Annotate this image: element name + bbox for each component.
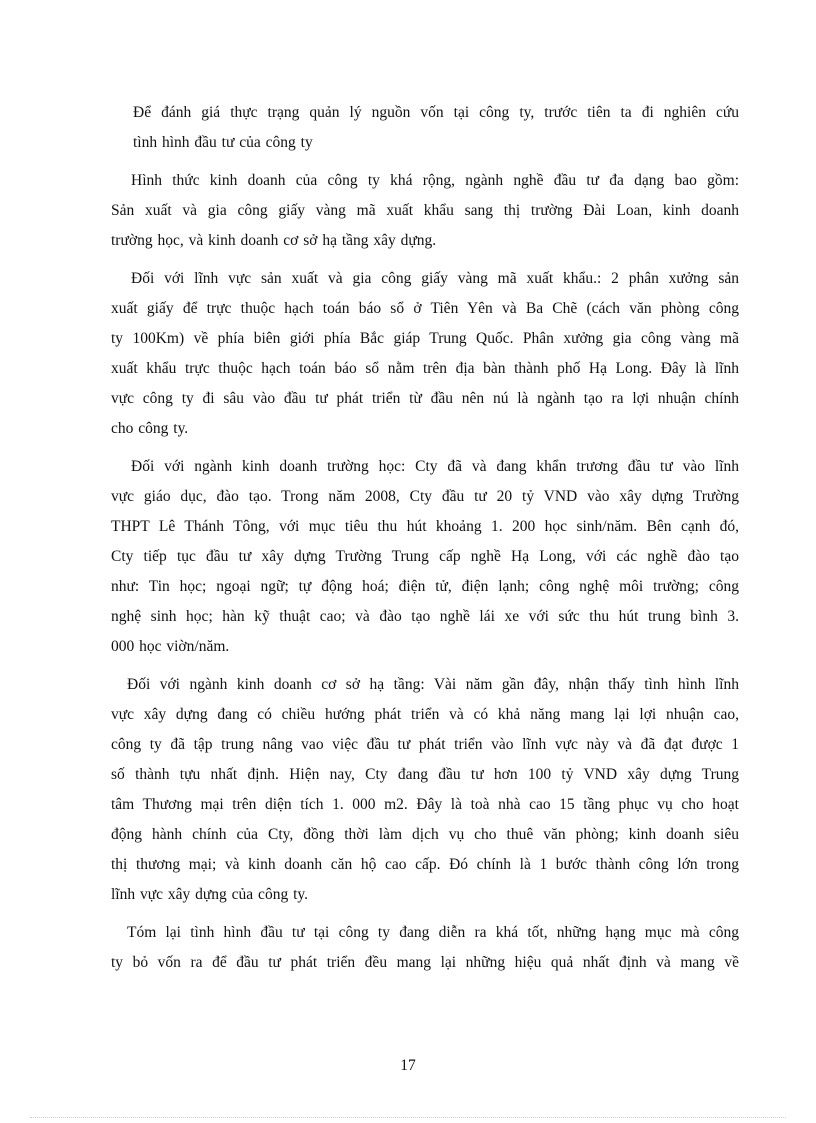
text-line: xuất giấy để trực thuộc hạch toán báo sổ ở Tiên Yên và Ba Chẽ (cách văn phòng công bbox=[111, 300, 739, 317]
text-line: vực công ty đi sâu vào đầu tư phát triển từ đầu nên nú là ngành tạo ra lợi nhuận chính bbox=[111, 390, 739, 407]
text-line: công ty đã tập trung nâng vao việc đầu tư phát triển vào lĩnh vực này và đã đạt được 1 bbox=[111, 736, 739, 753]
text-line: Để đánh giá thực trạng quản lý nguồn vốn tại công ty, trước tiên ta đi nghiên cứu bbox=[133, 104, 739, 121]
text-line: Tóm lại tình hình đầu tư tại công ty đang diễn ra khá tốt, những hạng mục mà công bbox=[127, 924, 739, 941]
paragraph-business-forms bbox=[111, 166, 739, 256]
text-line: ty 100Km) về phía biên giới phía Bắc giáp Trung Quốc. Phân xưởng gia công vàng mã bbox=[111, 330, 739, 347]
text-line: Đối với ngành kinh doanh cơ sở hạ tầng: Vài năm gần đây, nhận thấy tình hình lĩnh bbox=[127, 676, 739, 693]
paragraph-summary bbox=[111, 918, 739, 978]
text-line: tâm Thương mại trên diện tích 1. 000 m2. Đây là toà nhà cao 15 tầng phục vụ cho hoạt bbox=[111, 796, 739, 813]
text-line: trường học, và kinh doanh cơ sở hạ tầng xây dựng. bbox=[111, 232, 437, 249]
text-line: ty bỏ vốn ra để đầu tư phát triển đều mang lại những hiệu quả nhất định và mang về bbox=[111, 954, 739, 971]
text-line: cho công ty. bbox=[111, 420, 189, 437]
text-line: số thành tựu nhất định. Hiện nay, Cty đang đầu tư hơn 100 tỷ VND xây dựng Trung bbox=[111, 766, 739, 783]
page-bottom-divider bbox=[30, 1117, 786, 1118]
text-line: Đối với lĩnh vực sản xuất và gia công giấy vàng mã xuất khẩu.: 2 phân xưởng sản bbox=[131, 270, 739, 287]
text-line: lĩnh vực xây dựng của công ty. bbox=[111, 886, 308, 903]
text-line: vực xây dựng đang có chiều hướng phát triển và có khả năng mang lại lợi nhuận cao, bbox=[111, 706, 739, 723]
text-line: Sản xuất và gia công giấy vàng mã xuất khẩu sang thị trường Đài Loan, kinh doanh bbox=[111, 202, 739, 219]
page-number: 17 bbox=[400, 1057, 416, 1074]
paragraph-investment-intro bbox=[111, 98, 739, 158]
text-line: nghệ sinh học; hàn kỹ thuật cao; và đào tạo nghề lái xe với sức thu hút trung bình 3. bbox=[111, 608, 739, 625]
text-line: động hành chính của Cty, đồng thời làm dịch vụ cho thuê văn phòng; kinh doanh siêu bbox=[111, 826, 739, 843]
text-line: tình hình đầu tư của công ty bbox=[133, 134, 313, 151]
text-line: xuất khẩu trực thuộc hạch toán báo sổ nằm trên địa bàn thành phố Hạ Long. Đây là lĩnh bbox=[111, 360, 739, 377]
text-line: vực giáo dục, đào tạo. Trong năm 2008, Cty đầu tư 20 tỷ VND vào xây dựng Trường bbox=[111, 488, 739, 505]
text-line: Đối với ngành kinh doanh trường học: Cty đã và đang khẩn trương đầu tư vào lĩnh bbox=[131, 458, 739, 475]
text-line: thị thương mại; và kinh doanh căn hộ cao cấp. Đó chính là 1 bước thành công lớn trong bbox=[111, 856, 739, 873]
text-line: THPT Lê Thánh Tông, với mục tiêu thu hút khoảng 1. 200 học sinh/năm. Bên cạnh đó, bbox=[111, 518, 739, 535]
body-text bbox=[111, 98, 739, 986]
paragraph-school-business bbox=[111, 452, 739, 662]
paragraph-infrastructure-business bbox=[111, 670, 739, 910]
text-line: Hình thức kinh doanh của công ty khá rộng, ngành nghề đầu tư đa dạng bao gồm: bbox=[131, 172, 739, 189]
paragraph-gold-paper-production bbox=[111, 264, 739, 444]
text-line: như: Tin học; ngoại ngữ; tự động hoá; điện tử, điện lạnh; công nghệ môi trường; công bbox=[111, 578, 739, 595]
text-line: Cty tiếp tục đầu tư xây dựng Trường Trung cấp nghề Hạ Long, với các nghề đào tạo bbox=[111, 548, 739, 565]
text-line: 000 học viờn/năm. bbox=[111, 638, 230, 655]
